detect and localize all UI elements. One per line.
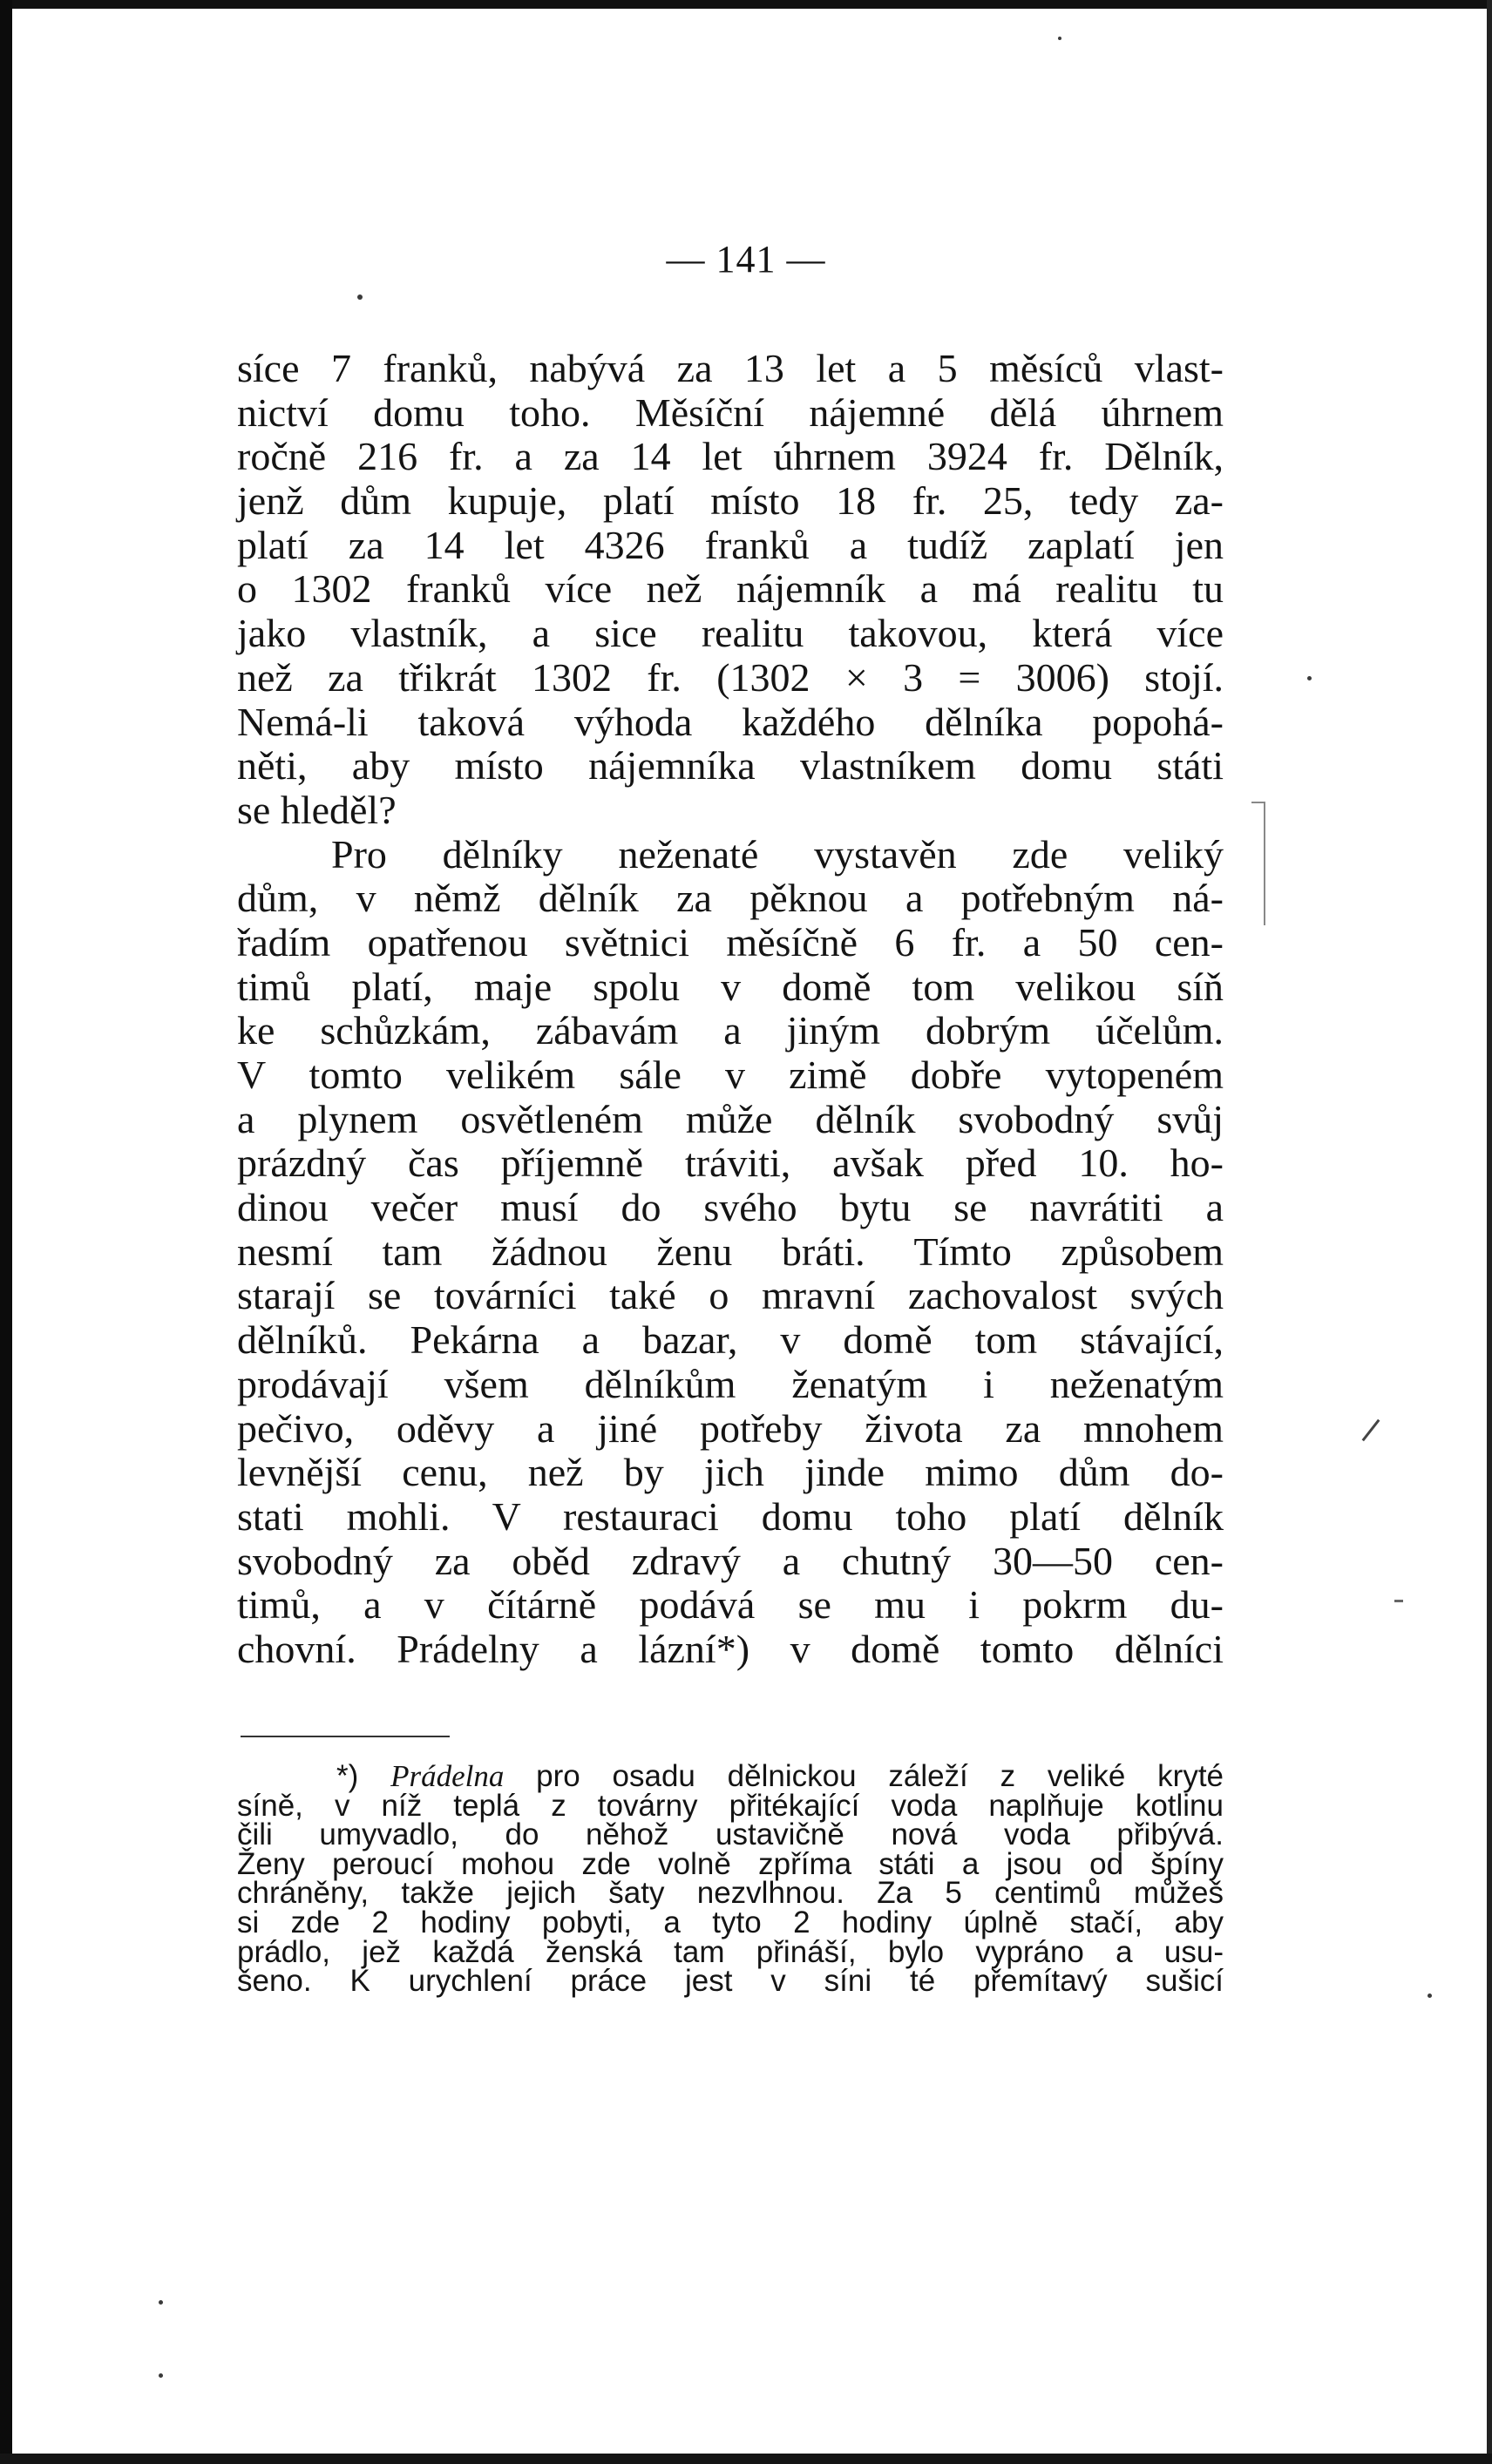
scan-speck: [1428, 1994, 1432, 1998]
scan-border-left: [0, 0, 12, 2464]
scan-speck: [159, 2300, 163, 2305]
footnote-line: si zde 2 hodiny pobyti, a tyto 2 hodiny úplně stačí, aby: [237, 1905, 1224, 1939]
text-line: svobodný za oběd zdravý a chutný 30—50 cen-: [237, 1538, 1224, 1583]
footnote-marker: *): [336, 1759, 391, 1793]
text-line: timů, a v čítárně podává se mu i pokrm du-: [237, 1582, 1224, 1628]
text-line: řadím opatřenou světnici měsíčně 6 fr. a 50 cen-: [237, 919, 1224, 965]
text-line: a plynem osvětleném může dělník svobodný svůj: [237, 1096, 1224, 1141]
footnote-first-text: pro osadu dělnickou záleží z veliké kryté: [504, 1759, 1224, 1793]
scan-speck: [357, 294, 363, 300]
scan-speck: [1307, 676, 1312, 680]
text-line: síce 7 franků, nabývá za 13 let a 5 měsíců vlast-: [237, 346, 1224, 390]
scan-speck: [1058, 37, 1061, 40]
text-line: levnější cenu, než by jich jinde mimo dům do-: [237, 1450, 1224, 1495]
text-line: timů platí, maje spolu v domě tom velikou síň: [237, 964, 1224, 1009]
text-line: než za třikrát 1302 fr. (1302 × 3 = 3006) stojí.: [237, 654, 1224, 700]
page-number: — 141 —: [666, 238, 826, 281]
footnote-line: [237, 1759, 1224, 1793]
text-line: dům, v němž dělník za pěknou a potřebným ná-: [237, 876, 1224, 921]
text-line: ke schůzkám, zábavám a jiným dobrým účelům.: [237, 1008, 1224, 1053]
text-line: dělníků. Pekárna a bazar, v domě tom stávající,: [237, 1317, 1224, 1363]
footnote-line: síně, v níž teplá z továrny přitékající voda naplňuje kotlinu: [237, 1788, 1224, 1823]
footnote-line: čili umyvadlo, do něhož ustavičně nová voda přibývá.: [237, 1818, 1224, 1852]
text-line: nictví domu toho. Měsíční nájemné dělá úhrnem: [237, 389, 1224, 435]
footnote-line: chráněny, takže jejich šaty nezvlhnou. Za 5 centimů můžeš: [237, 1876, 1224, 1911]
text-line: pečivo, oděvy a jiné potřeby života za mnohem: [237, 1405, 1224, 1451]
text-line: stati mohli. V restauraci domu toho platí dělník: [237, 1493, 1224, 1539]
text-line: jako vlastník, a sice realitu takovou, která více: [237, 611, 1224, 656]
text-line: dinou večer musí do svého bytu se navrátiti a: [237, 1185, 1224, 1230]
footnote-divider: [241, 1736, 450, 1737]
main-text: [237, 347, 1224, 1672]
scan-border-bottom: [0, 2454, 1492, 2464]
text-line: V tomto velikém sále v zimě dobře vytopeném: [237, 1053, 1224, 1097]
text-line: nesmí tam žádnou ženu bráti. Tímto způsobem: [237, 1229, 1224, 1274]
text-line: jenž dům kupuje, platí místo 18 fr. 25, tedy za-: [237, 478, 1224, 524]
text-line: Pro dělníky neženaté vystavěn zde veliký: [331, 831, 1224, 877]
scan-border-top: [0, 0, 1492, 9]
text-line: Nemá-li taková výhoda každého dělníka popohá-: [237, 699, 1224, 744]
text-line: platí za 14 let 4326 franků a tudíž zaplatí jen: [237, 522, 1224, 567]
margin-dash-mark: [1394, 1600, 1403, 1602]
footnote-line: šeno. K urychlení práce jest v síni té přemítavý sušicí: [237, 1964, 1224, 1999]
text-line: chovní. Prádelny a lázní*) v domě tomto dělníci: [237, 1626, 1224, 1671]
margin-pencil-mark: [1362, 1419, 1380, 1441]
scan-bracket-mark: [1251, 802, 1265, 925]
text-line: něti, aby místo nájemníka vlastníkem domu státi: [237, 743, 1224, 789]
text-line: o 1302 franků více než nájemník a má realitu tu: [237, 566, 1224, 612]
text-line: ročně 216 fr. a za 14 let úhrnem 3924 fr. Dělník,: [237, 434, 1224, 479]
footnote: [237, 1759, 1224, 1999]
text-line: se hleděl?: [237, 787, 397, 832]
text-line: prodávají všem dělníkům ženatým i neženatým: [237, 1361, 1224, 1406]
text-line: starají se továrníci také o mravní zachovalost svých: [237, 1273, 1224, 1318]
scan-speck: [159, 2373, 163, 2378]
footnote-line: prádlo, jež každá ženská tam přináší, bylo vypráno a usu-: [237, 1934, 1224, 1969]
text-line: prázdný čas příjemně tráviti, avšak před 10. ho-: [237, 1141, 1224, 1186]
footnote-term: Prádelna: [390, 1759, 505, 1793]
scan-border-right: [1487, 0, 1492, 2464]
footnote-line: Ženy peroucí mohou zde volně zpříma státi a jsou od špíny: [237, 1846, 1224, 1881]
